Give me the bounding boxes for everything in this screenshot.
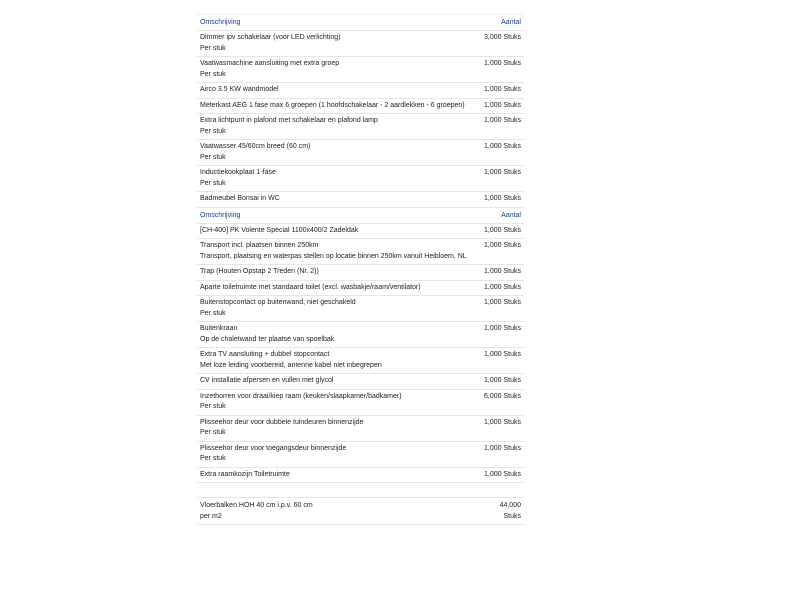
table-row — [197, 497, 524, 525]
item-title: Inductiekookplaat 1-fase — [200, 169, 276, 176]
item-subtitle: per m2 — [200, 512, 222, 520]
item-quantity: 1,000 Stuks — [484, 60, 521, 67]
item-title: Extra raamkozijn Toiletruimte — [200, 470, 290, 478]
table-row — [197, 389, 524, 415]
item-title: Buitenkraan — [200, 325, 238, 332]
table-row — [197, 415, 524, 441]
section-header — [197, 207, 524, 223]
section-1-rows — [197, 30, 524, 207]
item-quantity: 1,000 Stuks — [484, 268, 521, 275]
item-title: Transport incl. plaatsen binnen 250km — [200, 242, 319, 249]
item-title: Vaatwasser 45/60cm breed (60 cm) — [200, 143, 311, 150]
item-quantity: 44,000 — [499, 502, 521, 509]
item-title: CV installatie afpersen en vullen met glycol — [200, 377, 334, 384]
table-row — [197, 321, 524, 347]
item-quantity: 1,000 Stuks — [484, 117, 521, 124]
item-quantity: 1,000 Stuks — [484, 444, 521, 452]
item-quantity: 3,000 Stuks — [484, 34, 521, 41]
item-unit: Stuks — [503, 512, 521, 520]
table-row — [197, 280, 524, 296]
item-quantity: 1,000 Stuks — [484, 101, 521, 109]
section-2-rows — [197, 223, 524, 483]
item-title: Airco 3.5 KW wandmodel — [200, 86, 279, 93]
table-row — [197, 82, 524, 98]
item-title: Vaatwasmachine aansluiting met extra groep — [200, 60, 340, 67]
item-quantity: 1,000 Stuks — [484, 242, 521, 249]
table-row — [197, 113, 524, 139]
column-quantity-header: Aantal — [501, 19, 521, 26]
section-header — [197, 14, 524, 30]
item-quantity: 1,000 Stuks — [484, 195, 521, 202]
item-quantity: 1,000 Stuks — [484, 377, 521, 384]
item-title: Buitenstopcontact op buitenwand, niet geschakeld — [200, 299, 356, 306]
item-quantity: 1,000 Stuks — [484, 143, 521, 150]
table-row — [197, 373, 524, 389]
item-subtitle: Per stuk — [200, 70, 226, 78]
item-title: Trap (Houten Opstap 2 Treden (Nr. 2)) — [200, 268, 319, 275]
item-title: Badmeubel Bonsai in WC — [200, 195, 280, 202]
table-row — [197, 264, 524, 280]
table-row — [197, 223, 524, 239]
table-row — [197, 191, 524, 207]
item-quantity: 1,000 Stuks — [484, 470, 521, 478]
item-quantity: 1,000 Stuks — [484, 299, 521, 306]
table-row — [197, 238, 524, 264]
item-quantity: 1,000 Stuks — [484, 351, 521, 358]
item-subtitle: Op de chaletwand ter plaatse van spoelbak — [200, 335, 335, 343]
table-row — [197, 467, 524, 483]
column-description-header: Omschrijving — [200, 19, 241, 26]
item-subtitle: Per stuk — [200, 179, 226, 187]
column-quantity-header: Aantal — [501, 211, 521, 219]
item-quantity: 1,000 Stuks — [484, 226, 521, 234]
item-subtitle: Per stuk — [200, 309, 226, 317]
item-title: Vloerbalken HOH 40 cm i.p.v. 60 cm — [200, 502, 313, 509]
item-quantity: 1,000 Stuks — [484, 86, 521, 93]
item-quantity: 1,000 Stuks — [484, 325, 521, 332]
item-quantity: 6,000 Stuks — [484, 392, 521, 400]
item-quantity: 1,000 Stuks — [484, 169, 521, 176]
item-title: Plisseehor deur voor toegangsdeur binnenzijde — [200, 444, 347, 452]
table-row — [197, 139, 524, 165]
item-subtitle: Per stuk — [200, 127, 226, 135]
table-row — [197, 30, 524, 56]
item-title: Plisseehor deur voor dubbele tuindeuren binnenzijde — [200, 418, 364, 426]
item-title: Extra lichtpunt in plafond met schakelaar en plafond lamp — [200, 117, 378, 124]
item-subtitle: Per stuk — [200, 455, 226, 462]
item-subtitle: Per stuk — [200, 429, 226, 436]
table-row — [197, 165, 524, 191]
item-subtitle: Transport, plaatsing en waterpas stellen op locatie binnen 250km vanuit Heibloem, NL — [200, 252, 467, 260]
table-row — [197, 56, 524, 82]
item-title: [CH-400] PK Volente Special 1100x400/2 Zadeldak — [200, 226, 359, 234]
item-title: Meterkast AEG 1 fase max 6 groepen (1 hoofdschakelaar - 2 aardlekken - 6 groepen) — [200, 101, 465, 109]
item-subtitle: Per stuk — [200, 44, 226, 52]
item-title: Extra TV aansluiting + dubbel stopcontact — [200, 351, 330, 358]
quotation-table — [197, 14, 524, 525]
item-subtitle: Per stuk — [200, 403, 226, 410]
table-row — [197, 98, 524, 114]
item-quantity: 1,000 Stuks — [484, 283, 521, 291]
item-subtitle: Per stuk — [200, 153, 226, 161]
table-row — [197, 347, 524, 373]
table-row — [197, 295, 524, 321]
item-title: Dimmer ipv schakelaar (voor LED verlichting) — [200, 34, 341, 41]
divider — [197, 482, 524, 497]
item-title: Inzethorren voor draai/kiep raam (keuken/slaapkamer/badkamer) — [200, 392, 402, 400]
item-subtitle: Met loze leiding voorbereid, antenne kabel niet inbegrepen — [200, 361, 382, 369]
column-description-header: Omschrijving — [200, 211, 241, 219]
item-title: Aparte toiletruimte met standaard toilet (excl. wasbakje/raam/ventilator) — [200, 283, 421, 291]
item-quantity: 1,000 Stuks — [484, 418, 521, 426]
table-row — [197, 441, 524, 467]
